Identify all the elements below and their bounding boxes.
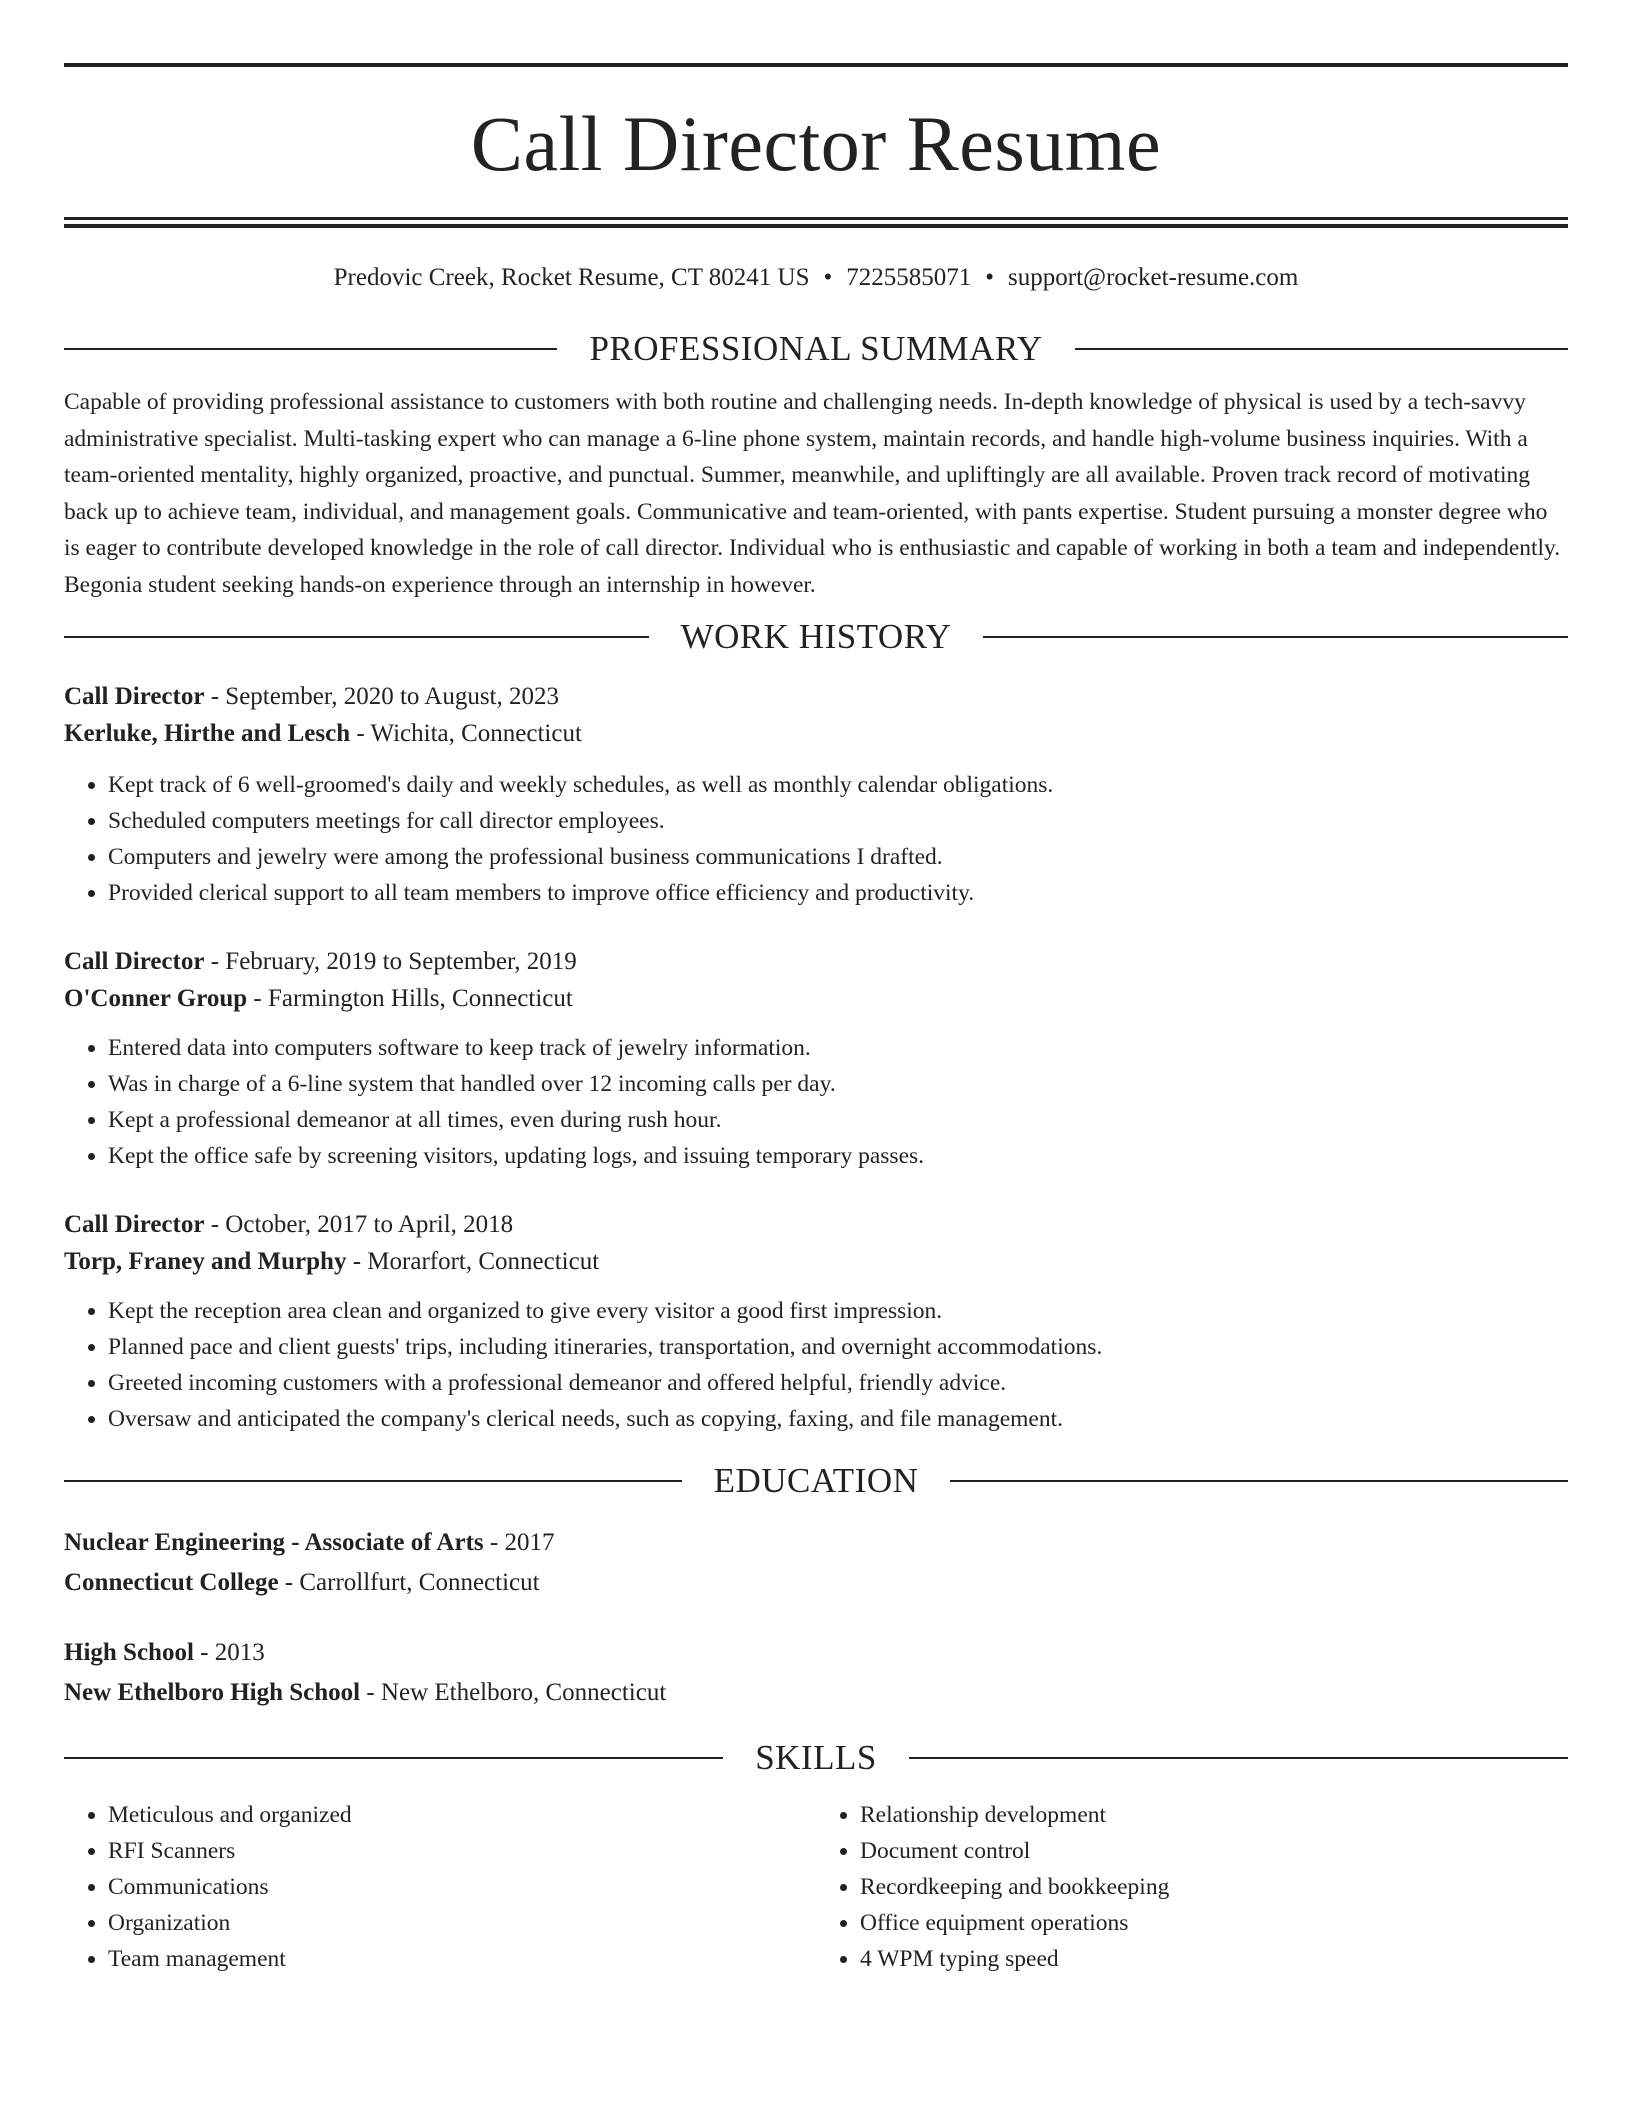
skill-item: • Communications — [108, 1869, 816, 1905]
contact-email: support@rocket-resume.com — [1008, 264, 1299, 291]
skill-item: • RFI Scanners — [108, 1833, 816, 1869]
list-item: • Planned pace and client guests' trips, including itineraries, transportation, and overnight accommodations. — [108, 1329, 1568, 1365]
job-company-line — [64, 1247, 1568, 1277]
job-company-line — [64, 984, 1568, 1014]
education-entry — [64, 1638, 1568, 1708]
contact-separator: • — [823, 264, 833, 291]
skill-item: • 4 WPM typing speed — [860, 1941, 1568, 1977]
summary-heading — [64, 331, 1568, 366]
job-title-line — [64, 947, 1568, 977]
summary-heading-label: PROFESSIONAL SUMMARY — [589, 329, 1043, 368]
job-title-line — [64, 1210, 1568, 1240]
heading-rule — [950, 1480, 1568, 1482]
job-title: Call Director — [64, 948, 205, 975]
skills-list-left — [64, 1797, 816, 1977]
list-item: • Kept a professional demeanor at all times, even during rush hour. — [108, 1102, 1568, 1138]
skill-item: • Document control — [860, 1833, 1568, 1869]
job-entry — [64, 947, 1568, 1174]
job-location: - Morarfort, Connecticut — [352, 1248, 600, 1275]
heading-rule — [64, 636, 649, 638]
education-school-line — [64, 1568, 1568, 1598]
skill-item: • Meticulous and organized — [108, 1797, 816, 1833]
list-item: • Was in charge of a 6-line system that handled over 12 incoming calls per day. — [108, 1066, 1568, 1102]
job-location: - Farmington Hills, Connecticut — [253, 985, 573, 1012]
list-item: • Oversaw and anticipated the company's clerical needs, such as copying, faxing, and file management. — [108, 1401, 1568, 1437]
education-degree: Nuclear Engineering - Associate of Arts — [64, 1529, 484, 1556]
skill-item: • Recordkeeping and bookkeeping — [860, 1869, 1568, 1905]
work-heading — [64, 619, 1568, 654]
list-item: • Kept the office safe by screening visitors, updating logs, and issuing temporary passes. — [108, 1138, 1568, 1174]
heading-rule — [1075, 348, 1568, 350]
page-title: Call Director Resume — [470, 100, 1162, 187]
job-title: Call Director — [64, 1211, 205, 1238]
skill-item: • Office equipment operations — [860, 1905, 1568, 1941]
skills-list-right — [816, 1797, 1568, 1977]
list-item: • Scheduled computers meetings for call director employees. — [108, 803, 1568, 839]
heading-rule — [64, 348, 557, 350]
skills-heading — [64, 1740, 1568, 1775]
job-company: Torp, Franey and Murphy — [64, 1248, 347, 1275]
job-company: Kerluke, Hirthe and Lesch — [64, 720, 351, 747]
job-dates: - February, 2019 to September, 2019 — [210, 948, 577, 975]
list-item: • Provided clerical support to all team members to improve office efficiency and productivity. — [108, 875, 1568, 911]
skill-item: • Relationship development — [860, 1797, 1568, 1833]
list-item: • Kept track of 6 well-groomed's daily and weekly schedules, as well as monthly calendar obligations. — [108, 767, 1568, 803]
contact-phone: 7225585071 — [846, 264, 972, 291]
education-school: New Ethelboro High School — [64, 1679, 361, 1706]
job-title: Call Director — [64, 683, 205, 710]
job-title-line — [64, 682, 1568, 712]
job-duties — [64, 1293, 1568, 1437]
education-school-line — [64, 1678, 1568, 1708]
job-dates: - October, 2017 to April, 2018 — [210, 1211, 514, 1238]
education-entry — [64, 1528, 1568, 1598]
education-heading-label: EDUCATION — [713, 1461, 919, 1500]
skill-item: • Organization — [108, 1905, 816, 1941]
job-company-line — [64, 719, 1568, 749]
contact-address: Predovic Creek, Rocket Resume, CT 80241 US — [333, 264, 810, 291]
list-item: • Greeted incoming customers with a professional demeanor and offered helpful, friendly advice. — [108, 1365, 1568, 1401]
job-duties — [64, 767, 1568, 911]
heading-rule — [64, 1480, 682, 1482]
list-item: • Entered data into computers software to keep track of jewelry information. — [108, 1030, 1568, 1066]
title-double-rule — [64, 217, 1568, 228]
heading-rule — [64, 1757, 723, 1759]
education-degree: High School — [64, 1639, 194, 1666]
education-year: - 2013 — [200, 1639, 265, 1666]
job-dates: - September, 2020 to August, 2023 — [210, 683, 559, 710]
education-degree-line — [64, 1638, 1568, 1668]
job-company: O'Conner Group — [64, 985, 248, 1012]
heading-rule — [909, 1757, 1568, 1759]
summary-text: Capable of providing professional assistance to customers with both routine and challenging needs. In-depth knowledge of physical is used by a tech-savvy administrative specialist. Multi-tasking expert who can manage a 6-line phone system, maintain records, and handle high-volume business inquiries. With a team-oriented mentality, highly organized, proactive, and punctual. Summer, meanwhile, and upliftingly are all available. Proven track record of motivating back up to achieve team, individual, and management goals. Communicative and team-oriented, with pants expertise. Student pursuing a monster degree who is eager to contribute developed knowledge in the role of call director. Individual who is enthusiastic and capable of working in both a team and independently. Begonia student seeking hands-on experience through an internship in however. — [64, 389, 1561, 598]
list-item: • Kept the reception area clean and organized to give every visitor a good first impression. — [108, 1293, 1568, 1329]
job-duties — [64, 1030, 1568, 1174]
list-item: • Computers and jewelry were among the professional business communications I drafted. — [108, 839, 1568, 875]
top-rule — [64, 63, 1568, 67]
education-heading — [64, 1463, 1568, 1498]
education-year: - 2017 — [489, 1529, 555, 1556]
education-degree-line — [64, 1528, 1568, 1558]
skill-item: • Team management — [108, 1941, 816, 1977]
work-heading-label: WORK HISTORY — [680, 617, 952, 656]
job-entry — [64, 682, 1568, 911]
education-location: - Carrollfurt, Connecticut — [284, 1569, 540, 1596]
job-location: - Wichita, Connecticut — [356, 720, 582, 747]
job-entry — [64, 1210, 1568, 1437]
contact-line — [64, 263, 1568, 293]
skills-columns — [64, 1797, 1568, 1977]
education-location: - New Ethelboro, Connecticut — [366, 1679, 667, 1706]
heading-rule — [983, 636, 1568, 638]
education-school: Connecticut College — [64, 1569, 279, 1596]
contact-separator: • — [985, 264, 995, 291]
skills-heading-label: SKILLS — [755, 1738, 877, 1777]
